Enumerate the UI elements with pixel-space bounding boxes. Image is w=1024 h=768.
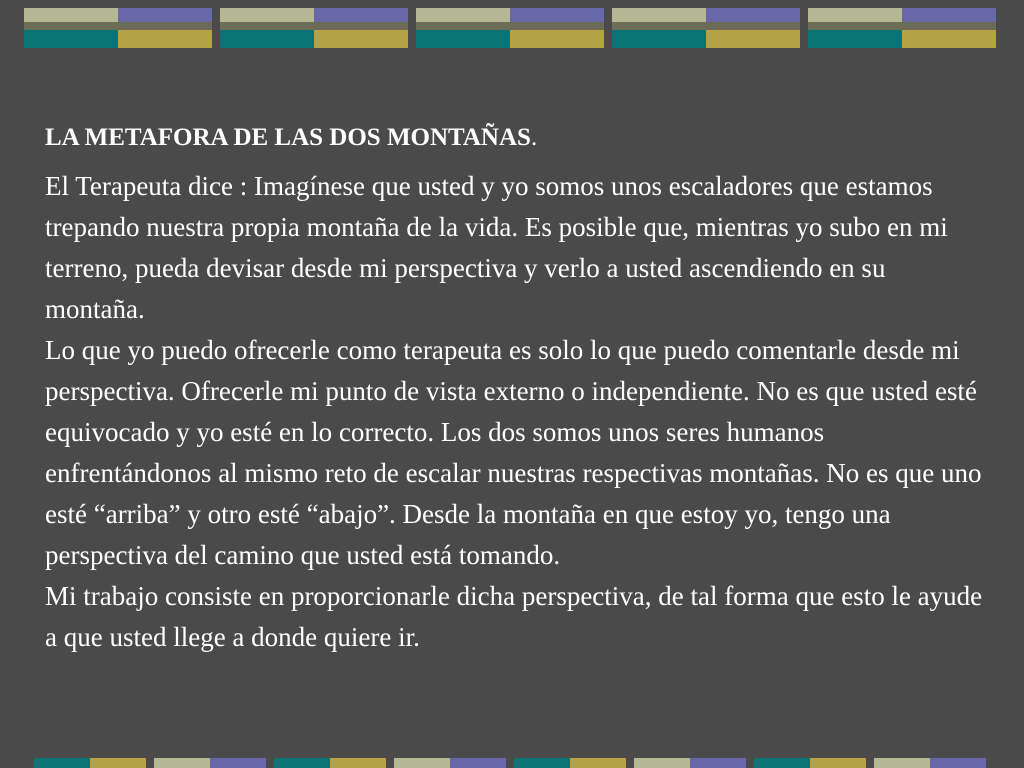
bottom-decorative-band [0, 758, 1024, 768]
paragraph: Lo que yo puedo ofrecerle como terapeuta es solo lo que puedo comentarle desde mi perspectiva. Ofrecerle mi punto de vista externo o independiente. No es que usted esté equivocado y yo esté en lo correcto. Los dos somos unos seres humanos enfrentándonos al mismo reto de escalar nuestras respectivas montañas. No es que uno esté “arriba” y otro esté “abajo”. Desde la montaña en que estoy yo, tengo una perspectiva del camino que usted está tomando. [45, 335, 982, 570]
slide-title-text: LA METAFORA DE LAS DOS MONTAÑAS [45, 124, 531, 151]
band-block [220, 8, 408, 48]
paragraph: El Terapeuta dice : Imagínese que usted y yo somos unos escaladores que estamos trepando nuestra propia montaña de la vida. Es posible que, mientras yo subo en mi terreno, pueda devisar desde mi perspectiva y verlo a usted ascendiendo en su montaña. [45, 171, 948, 324]
band-segment [690, 758, 746, 768]
slide-content [45, 118, 990, 658]
band-segment [874, 758, 930, 768]
band-block [808, 8, 996, 48]
band-segment [570, 758, 626, 768]
band-segment [450, 758, 506, 768]
band-block [612, 8, 800, 48]
paragraph: Mi trabajo consiste en proporcionarle dicha perspectiva, de tal forma que esto le ayude a que usted llege a donde quiere ir. [45, 581, 983, 652]
band-segment [930, 758, 986, 768]
band-block [24, 8, 212, 48]
band-segment [90, 758, 146, 768]
band-segment [34, 758, 90, 768]
band-segment [754, 758, 810, 768]
band-segment [514, 758, 570, 768]
band-segment [210, 758, 266, 768]
slide-title-suffix: . [530, 124, 538, 151]
band-block [416, 8, 604, 48]
band-segment [154, 758, 210, 768]
band-segment [330, 758, 386, 768]
top-decorative-band [24, 8, 1000, 48]
band-segment [634, 758, 690, 768]
slide-title [45, 118, 990, 158]
band-segment [394, 758, 450, 768]
band-segment [810, 758, 866, 768]
band-segment [274, 758, 330, 768]
